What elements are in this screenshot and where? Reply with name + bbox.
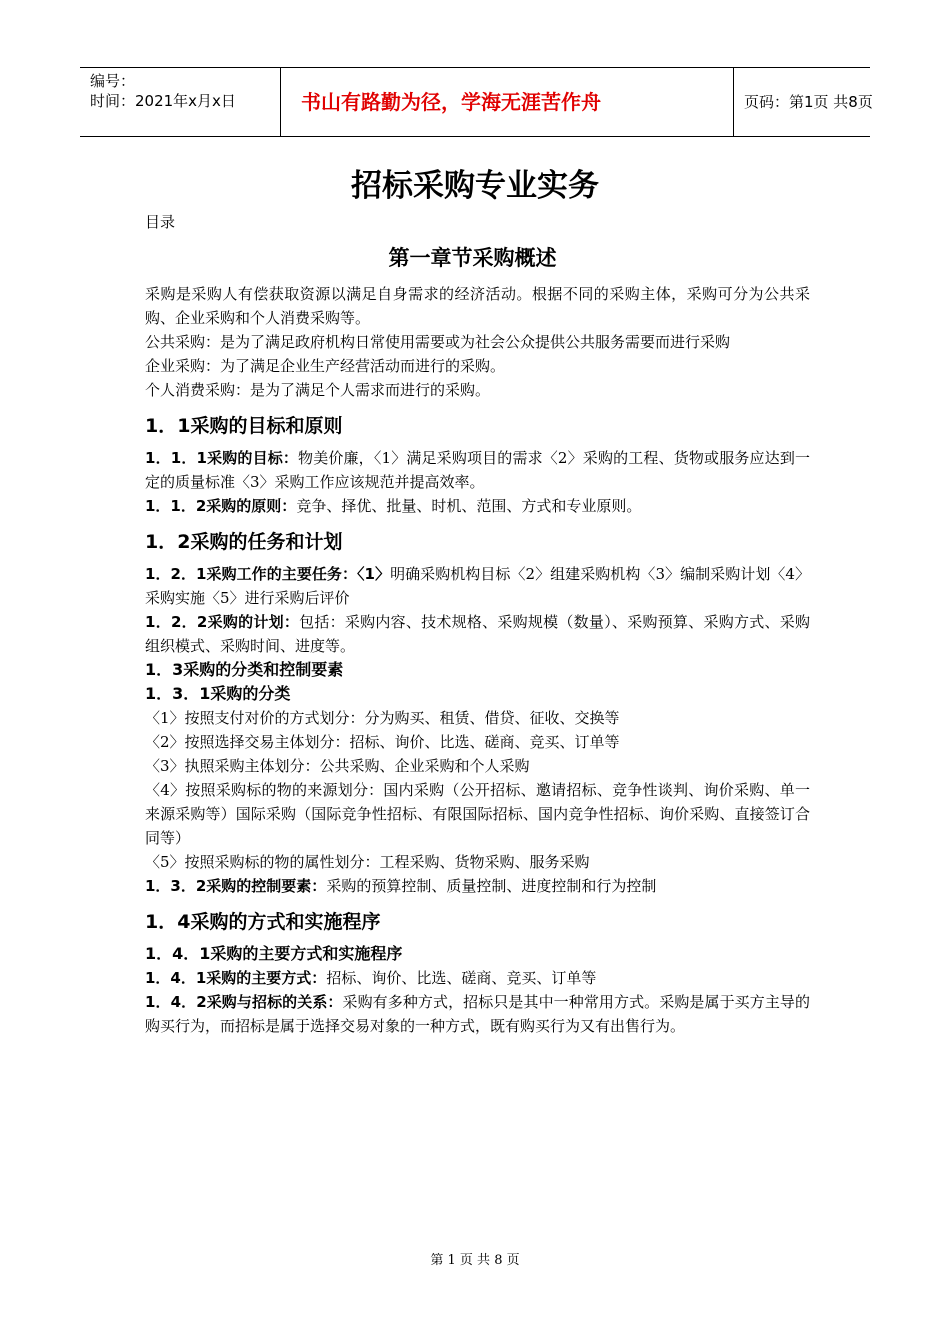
intro-paragraph: 公共采购：是为了满足政府机构日常使用需要或为社会公众提供公共服务需要而进行采购	[145, 333, 731, 351]
list-item: 〈2〉按照选择交易主体划分：招标、询价、比选、磋商、竞买、订单等	[145, 733, 620, 751]
section-heading-1-2: 1．2采购的任务和计划	[145, 531, 343, 553]
list-item: 〈5〉按照采购标的物的属性划分：工程采购、货物采购、服务采购	[145, 853, 590, 871]
item-text: 竞争、择优、批量、时机、范围、方式和专业原则。	[296, 497, 642, 515]
number-label: 编号：	[90, 72, 136, 90]
time-label: 时间：2021年x月x日	[90, 92, 236, 110]
section-heading-1-4: 1．4采购的方式和实施程序	[145, 911, 381, 933]
section-item	[145, 874, 810, 898]
section-item	[145, 990, 810, 1038]
section-item	[145, 446, 810, 494]
document-body	[145, 210, 810, 1038]
list-item: 〈4〉按照采购标的物的来源划分：国内采购（公开招标、邀请招标、竞争性谈判、询价采购、单一来源采购等）国际采购（国际竞争性招标、有限国际招标、国内竞争性招标、询价采购、直接签订合同等）	[145, 781, 810, 847]
list-item: 〈3〉执照采购主体划分：公共采购、企业采购和个人采购	[145, 757, 530, 775]
section-item	[145, 610, 810, 658]
section-item	[145, 494, 810, 518]
item-label: 1．4．1采购的主要方式：	[145, 969, 327, 987]
header-meta	[80, 68, 280, 136]
item-label: 1．3．2采购的控制要素：	[145, 877, 327, 895]
item-text: 包括：采购内容、技术规格、采购规模（数量）、采购预算、采购方式、采购组织模式、采购时间、进度等。	[145, 613, 810, 655]
intro-paragraph: 采购是采购人有偿获取资源以满足自身需求的经济活动。根据不同的采购主体，采购可分为公共采购、企业采购和个人消费采购等。	[145, 285, 810, 327]
section-item	[145, 966, 810, 990]
page-footer: 第 1 页 共 8 页	[430, 1253, 520, 1268]
intro-paragraph: 个人消费采购：是为了满足个人需求而进行的采购。	[145, 381, 491, 399]
header-page-label: 页码：第1页 共8页	[744, 93, 873, 111]
item-label: 1．2．1采购工作的主要任务：〈1〉	[145, 565, 391, 583]
subsection-heading-1-4-1: 1．4．1采购的主要方式和实施程序	[145, 944, 403, 963]
chapter-heading: 第一章节采购概述	[388, 246, 557, 270]
item-label: 1．1．2采购的原则：	[145, 497, 297, 515]
item-text: 招标、询价、比选、磋商、竞买、订单等	[326, 969, 597, 987]
item-label: 1．1．1采购的目标：	[145, 449, 299, 467]
section-heading-1-1: 1．1采购的目标和原则	[145, 415, 343, 437]
item-label: 1．2．2采购的计划：	[145, 613, 300, 631]
subsection-heading-1-3-1: 1．3．1采购的分类	[145, 684, 291, 703]
intro-paragraph: 企业采购：为了满足企业生产经营活动而进行的采购。	[145, 357, 506, 375]
item-text: 物美价廉，〈1〉满足采购项目的需求〈2〉采购的工程、货物或服务应达到一定的质量标准〈3〉采购工作应该规范并提高效率。	[145, 449, 810, 491]
item-text: 采购有多种方式，招标只是其中一种常用方式。采购是属于买方主导的购买行为，而招标是属于选择交易对象的一种方式，既有购买行为又有出售行为。	[145, 993, 810, 1035]
item-text: 明确采购机构目标〈2〉组建采购机构〈3〉编制采购计划〈4〉采购实施〈5〉进行采购后评价	[145, 565, 810, 607]
list-item: 〈1〉按照支付对价的方式划分：分为购买、租赁、借贷、征收、交换等	[145, 709, 620, 727]
item-label: 1．4．2采购与招标的关系：	[145, 993, 343, 1011]
document-header	[80, 67, 873, 137]
document-title: 招标采购专业实务	[351, 168, 599, 204]
item-text: 采购的预算控制、质量控制、进度控制和行为控制	[326, 877, 657, 895]
section-heading-1-3: 1．3采购的分类和控制要素	[145, 660, 344, 679]
section-item	[145, 562, 810, 610]
header-motto: 书山有路勤为径，学海无涯苦作舟	[280, 68, 734, 136]
toc-label: 目录	[145, 213, 176, 231]
